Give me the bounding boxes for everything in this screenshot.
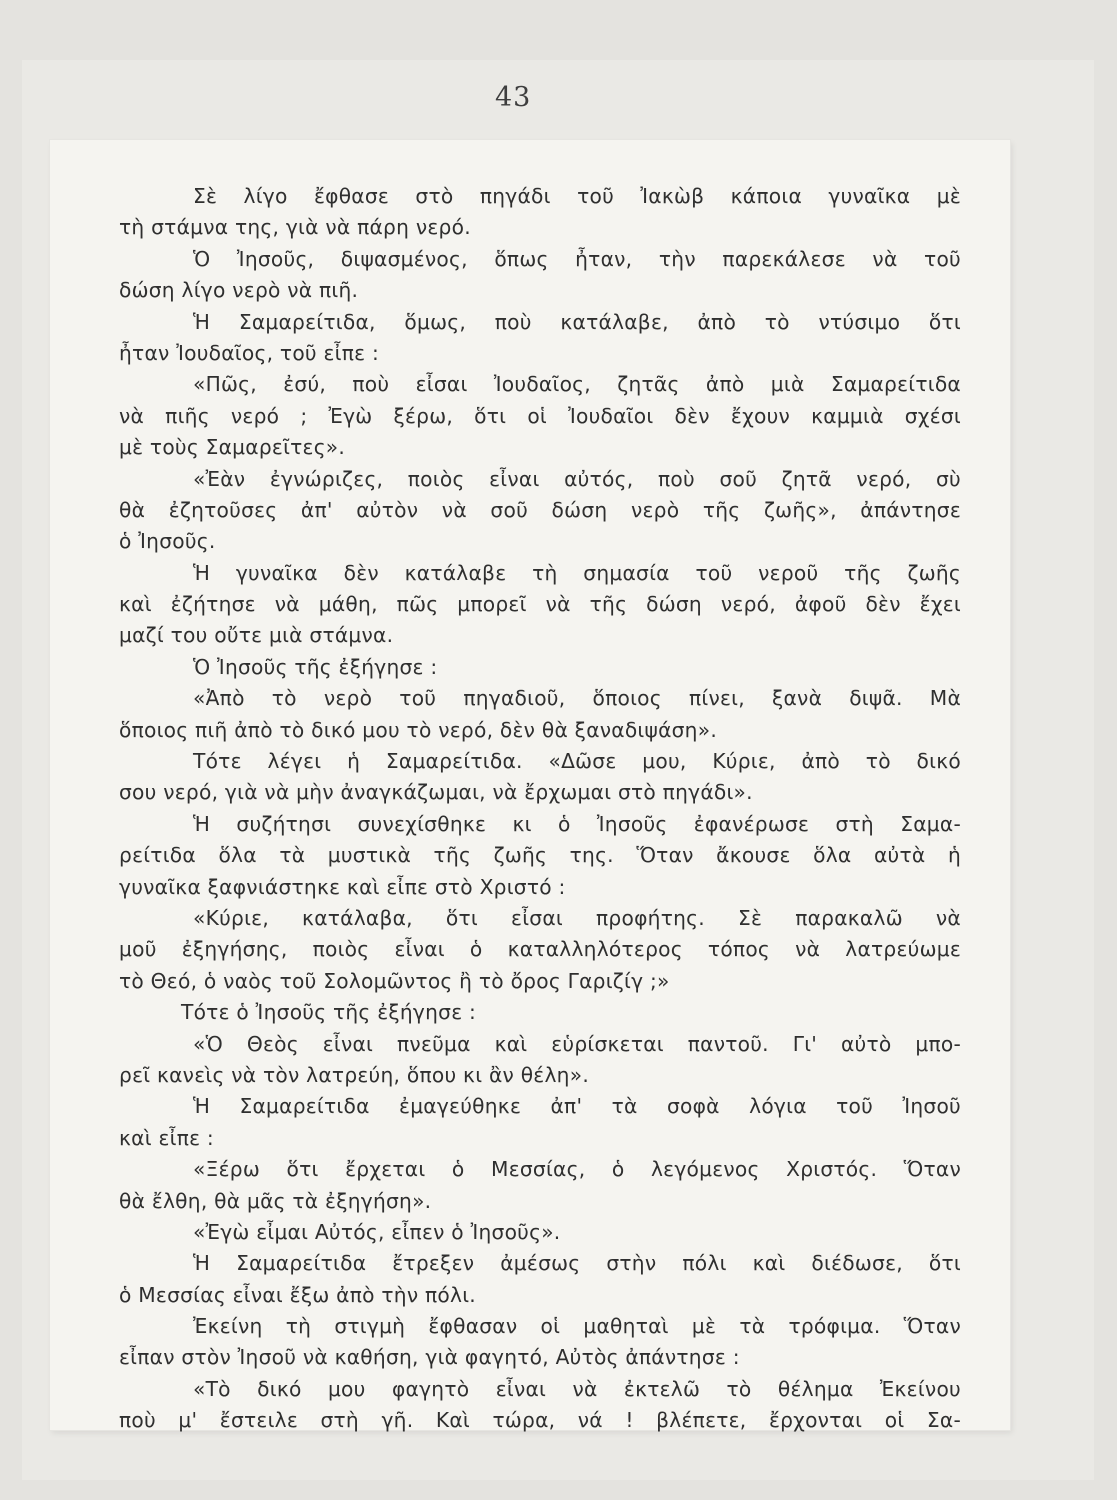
text-line: Ἡ Σαμαρείτιδα, ὅμως, ποὺ κατάλαβε, ἀπὸ τὸ ντύσιμο ὅτι	[193, 309, 961, 334]
text-line: «Ξέρω ὅτι ἔρχεται ὁ Μεσσίας, ὁ λεγόμενος Χριστός. Ὅταν	[193, 1157, 961, 1182]
text-line: ποὺ μ' ἔστειλε στὴ γῆ. Καὶ τώρα, νά ! βλέπετε, ἔρχονται οἱ Σα-	[119, 1408, 961, 1433]
text-line: «Ὁ Θεὸς εἶναι πνεῦμα καὶ εὑρίσκεται παντοῦ. Γι' αὐτὸ μπο-	[193, 1031, 961, 1056]
text-line: «Ἐὰν ἐγνώριζες, ποιὸς εἶναι αὐτός, ποὺ σοῦ ζητᾶ νερό, σὺ	[193, 466, 961, 491]
text-line: «Ἐγὼ εἶμαι Αὐτός, εἶπεν ὁ Ἰησοῦς».	[193, 1219, 561, 1244]
page-text	[119, 181, 961, 1437]
text-line: καὶ εἶπε :	[119, 1125, 214, 1150]
text-line: Ἐκείνη τὴ στιγμὴ ἔφθασαν οἱ μαθηταὶ μὲ τὰ τρόφιμα. Ὅταν	[193, 1314, 961, 1339]
text-line: Ἡ Σαμαρείτιδα ἐμαγεύθηκε ἀπ' τὰ σοφὰ λόγια τοῦ Ἰησοῦ	[193, 1094, 961, 1119]
text-line: θὰ ἐζητοῦσες ἀπ' αὐτὸν νὰ σοῦ δώση νερὸ τῆς ζωῆς», ἀπάντησε	[119, 497, 961, 522]
text-line: νὰ πιῆς νερό ; Ἐγὼ ξέρω, ὅτι οἱ Ἰουδαῖοι δὲν ἔχουν καμμιὰ σχέσι	[119, 403, 961, 428]
text-line: ἦταν Ἰουδαῖος, τοῦ εἶπε :	[119, 340, 380, 365]
text-line: Ὁ Ἰησοῦς, διψασμένος, ὅπως ἦταν, τὴν παρεκάλεσε νὰ τοῦ	[193, 246, 961, 271]
text-line: Ἡ συζήτησι συνεχίσθηκε κι ὁ Ἰησοῦς ἐφανέρωσε στὴ Σαμα-	[193, 811, 961, 836]
text-line: ρείτιδα ὅλα τὰ μυστικὰ τῆς ζωῆς της. Ὅταν ἄκουσε ὅλα αὐτὰ ἡ	[119, 843, 961, 868]
text-line: Ἡ γυναῖκα δὲν κατάλαβε τὴ σημασία τοῦ νεροῦ τῆς ζωῆς	[193, 560, 961, 585]
text-line: ὅποιος πιῆ ἀπὸ τὸ δικό μου τὸ νερό, δὲν θὰ ξαναδιψάση».	[119, 717, 717, 742]
text-line: «Κύριε, κατάλαβα, ὅτι εἶσαι προφήτης. Σὲ παρακαλῶ νὰ	[193, 905, 961, 930]
text-line: Τότε ὁ Ἰησοῦς τῆς ἐξήγησε :	[181, 1000, 477, 1025]
text-line: ὁ Μεσσίας εἶναι ἔξω ἀπὸ τὴν πόλι.	[119, 1282, 476, 1307]
text-line: μοῦ ἐξηγήσης, ποιὸς εἶναι ὁ καταλληλότερος τόπος νὰ λατρεύωμε	[119, 937, 961, 962]
page-number: 43	[495, 82, 532, 113]
text-line: δώση λίγο νερὸ νὰ πιῆ.	[119, 278, 359, 303]
text-line: «Πῶς, ἐσύ, ποὺ εἶσαι Ἰουδαῖος, ζητᾶς ἀπὸ μιὰ Σαμαρείτιδα	[193, 372, 961, 397]
text-line: καὶ ἐζήτησε νὰ μάθη, πῶς μπορεῖ νὰ τῆς δώση νερό, ἀφοῦ δὲν ἔχει	[119, 592, 961, 617]
text-line: τὸ Θεό, ὁ ναὸς τοῦ Σολομῶντος ἢ τὸ ὄρος Γαριζίγ ;»	[119, 968, 670, 993]
text-line: «Ἀπὸ τὸ νερὸ τοῦ πηγαδιοῦ, ὅποιος πίνει, ξανὰ διψᾶ. Μὰ	[193, 686, 961, 711]
text-line: «Τὸ δικό μου φαγητὸ εἶναι νὰ ἐκτελῶ τὸ θέλημα Ἐκείνου	[193, 1376, 961, 1401]
text-line: μὲ τοὺς Σαμαρεῖτες».	[119, 435, 346, 460]
text-line: θὰ ἔλθη, θὰ μᾶς τὰ ἐξηγήση».	[119, 1188, 432, 1213]
text-line: γυναῖκα ξαφνιάστηκε καὶ εἶπε στὸ Χριστό :	[119, 874, 566, 899]
text-line: Τότε λέγει ἡ Σαμαρείτιδα. «Δῶσε μου, Κύριε, ἀπὸ τὸ δικό	[193, 749, 961, 774]
text-line: εἶπαν στὸν Ἰησοῦ νὰ καθήση, γιὰ φαγητό, Αὐτὸς ἀπάντησε :	[119, 1345, 740, 1370]
text-line: ρεῖ κανεὶς νὰ τὸν λατρεύη, ὅπου κι ἂν θέλη».	[119, 1062, 589, 1087]
text-line: σου νερό, γιὰ νὰ μὴν ἀναγκάζωμαι, νὰ ἔρχωμαι στὸ πηγάδι».	[119, 780, 753, 805]
text-line: τὴ στάμνα της, γιὰ νὰ πάρη νερό.	[119, 215, 471, 240]
text-line: ὁ Ἰησοῦς.	[119, 529, 216, 554]
text-line: Σὲ λίγο ἔφθασε στὸ πηγάδι τοῦ Ἰακὼβ κάποια γυναῖκα μὲ	[193, 184, 961, 208]
text-line: μαζί του οὔτε μιὰ στάμνα.	[119, 623, 394, 648]
text-line: Ὁ Ἰησοῦς τῆς ἐξήγησε :	[193, 654, 438, 679]
text-line: Ἡ Σαμαρείτιδα ἔτρεξεν ἀμέσως στὴν πόλι καὶ διέδωσε, ὅτι	[193, 1251, 961, 1276]
